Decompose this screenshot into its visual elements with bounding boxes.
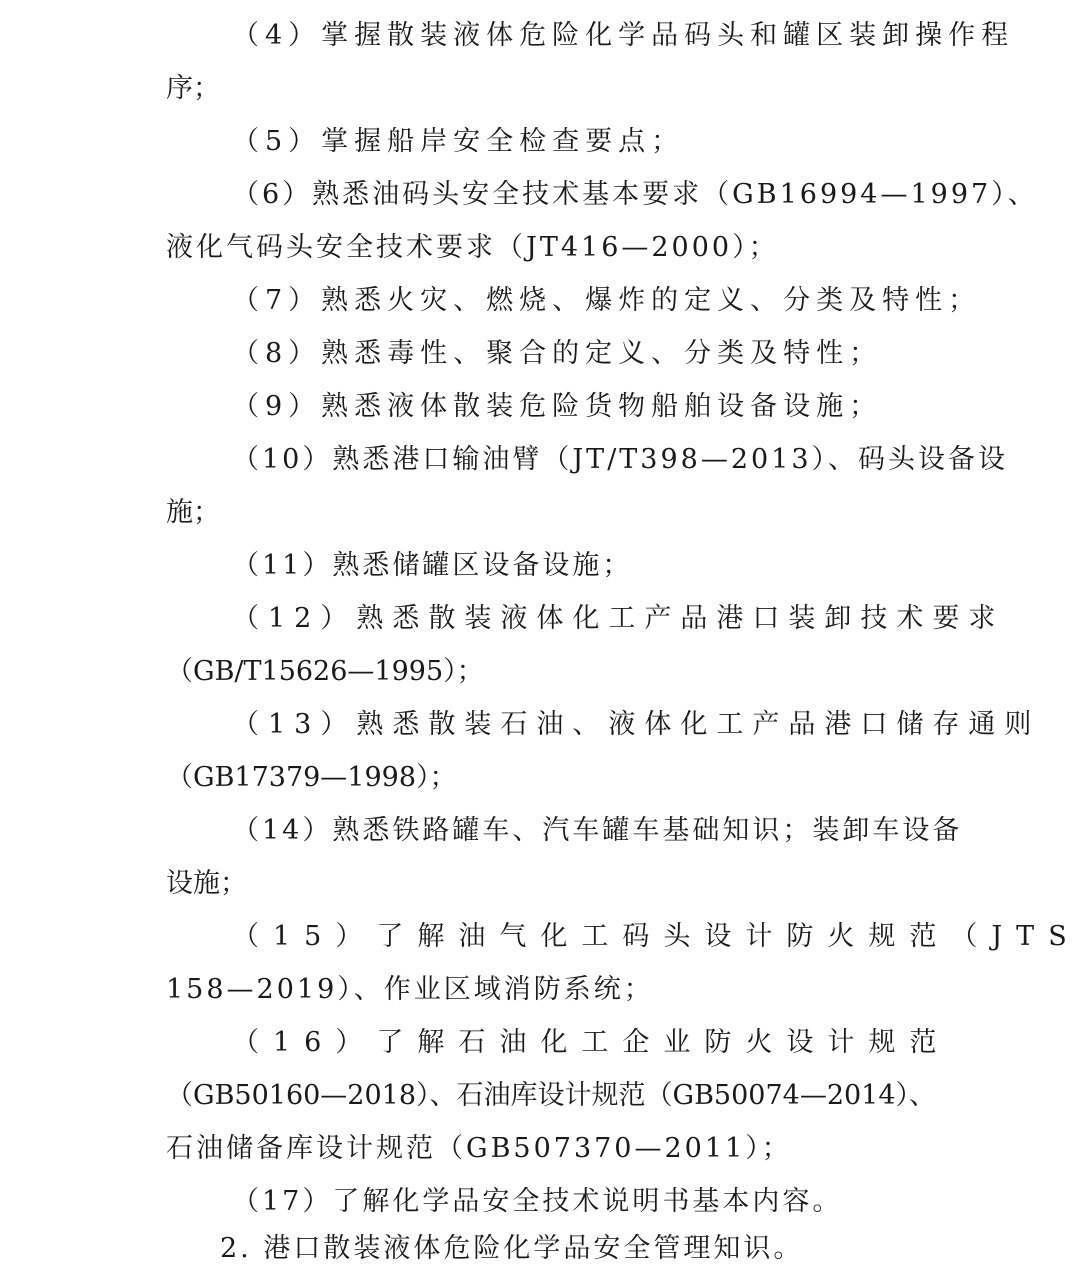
text-line-item-10-cont: 施； (166, 497, 220, 528)
text-line-item-6-cont: 液化气码头安全技术要求（JT416—2000）； (166, 232, 779, 263)
text-line-item-7: （7）熟悉火灾、燃烧、爆炸的定义、分类及特性； (232, 285, 982, 316)
text-line-item-12-cont: （GB/T15626—1995）； (166, 656, 484, 687)
section-heading-2: 2. 港口散装液体危险化学品安全管理知识。 (220, 1233, 804, 1264)
text-line-item-16-cont2: 石油储备库设计规范（GB507370—2011）； (166, 1133, 792, 1164)
text-line-item-16: （16）了解石油化工企业防火设计规范 (232, 1027, 951, 1058)
text-line-item-14-cont: 设施； (166, 868, 247, 899)
text-line-item-10: （10）熟悉港口输油臂（JT/T398—2013）、码头设备设 (232, 444, 1009, 475)
text-line-item-4: （4）掌握散装液体危险化学品码头和罐区装卸操作程 (232, 20, 1015, 51)
text-line-item-13: （13）熟悉散装石油、液体化工产品港口储存通则 (232, 709, 1041, 740)
text-line-item-5: （5）掌握船岸安全检查要点； (232, 126, 685, 157)
text-line-item-6: （6）熟悉油码头安全技术基本要求（GB16994—1997）、 (232, 179, 1038, 210)
text-line-item-12: （12）熟悉散装液体化工产品港口装卸技术要求 (232, 603, 1005, 634)
text-line-item-15-cont: 158—2019）、作业区域消防系统； (166, 974, 654, 1005)
text-line-item-4-cont: 序； (166, 73, 220, 104)
text-line-item-11: （11）熟悉储罐区设备设施； (232, 550, 633, 581)
text-line-item-8: （8）熟悉毒性、聚合的定义、分类及特性； (232, 338, 883, 369)
text-line-item-15: （15）了解油气化工码头设计防火规范（JTS (232, 921, 1081, 952)
text-line-item-13-cont: （GB17379—1998）； (166, 762, 457, 793)
text-line-item-9: （9）熟悉液体散装危险货物船舶设备设施； (232, 391, 883, 422)
text-line-item-16-cont: （GB50160—2018）、石油库设计规范（GB50074—2014）、 (166, 1080, 937, 1111)
text-line-item-14: （14）熟悉铁路罐车、汽车罐车基础知识；装卸车设备 (232, 815, 963, 846)
text-line-item-17: （17）了解化学品安全技术说明书基本内容。 (232, 1186, 843, 1217)
